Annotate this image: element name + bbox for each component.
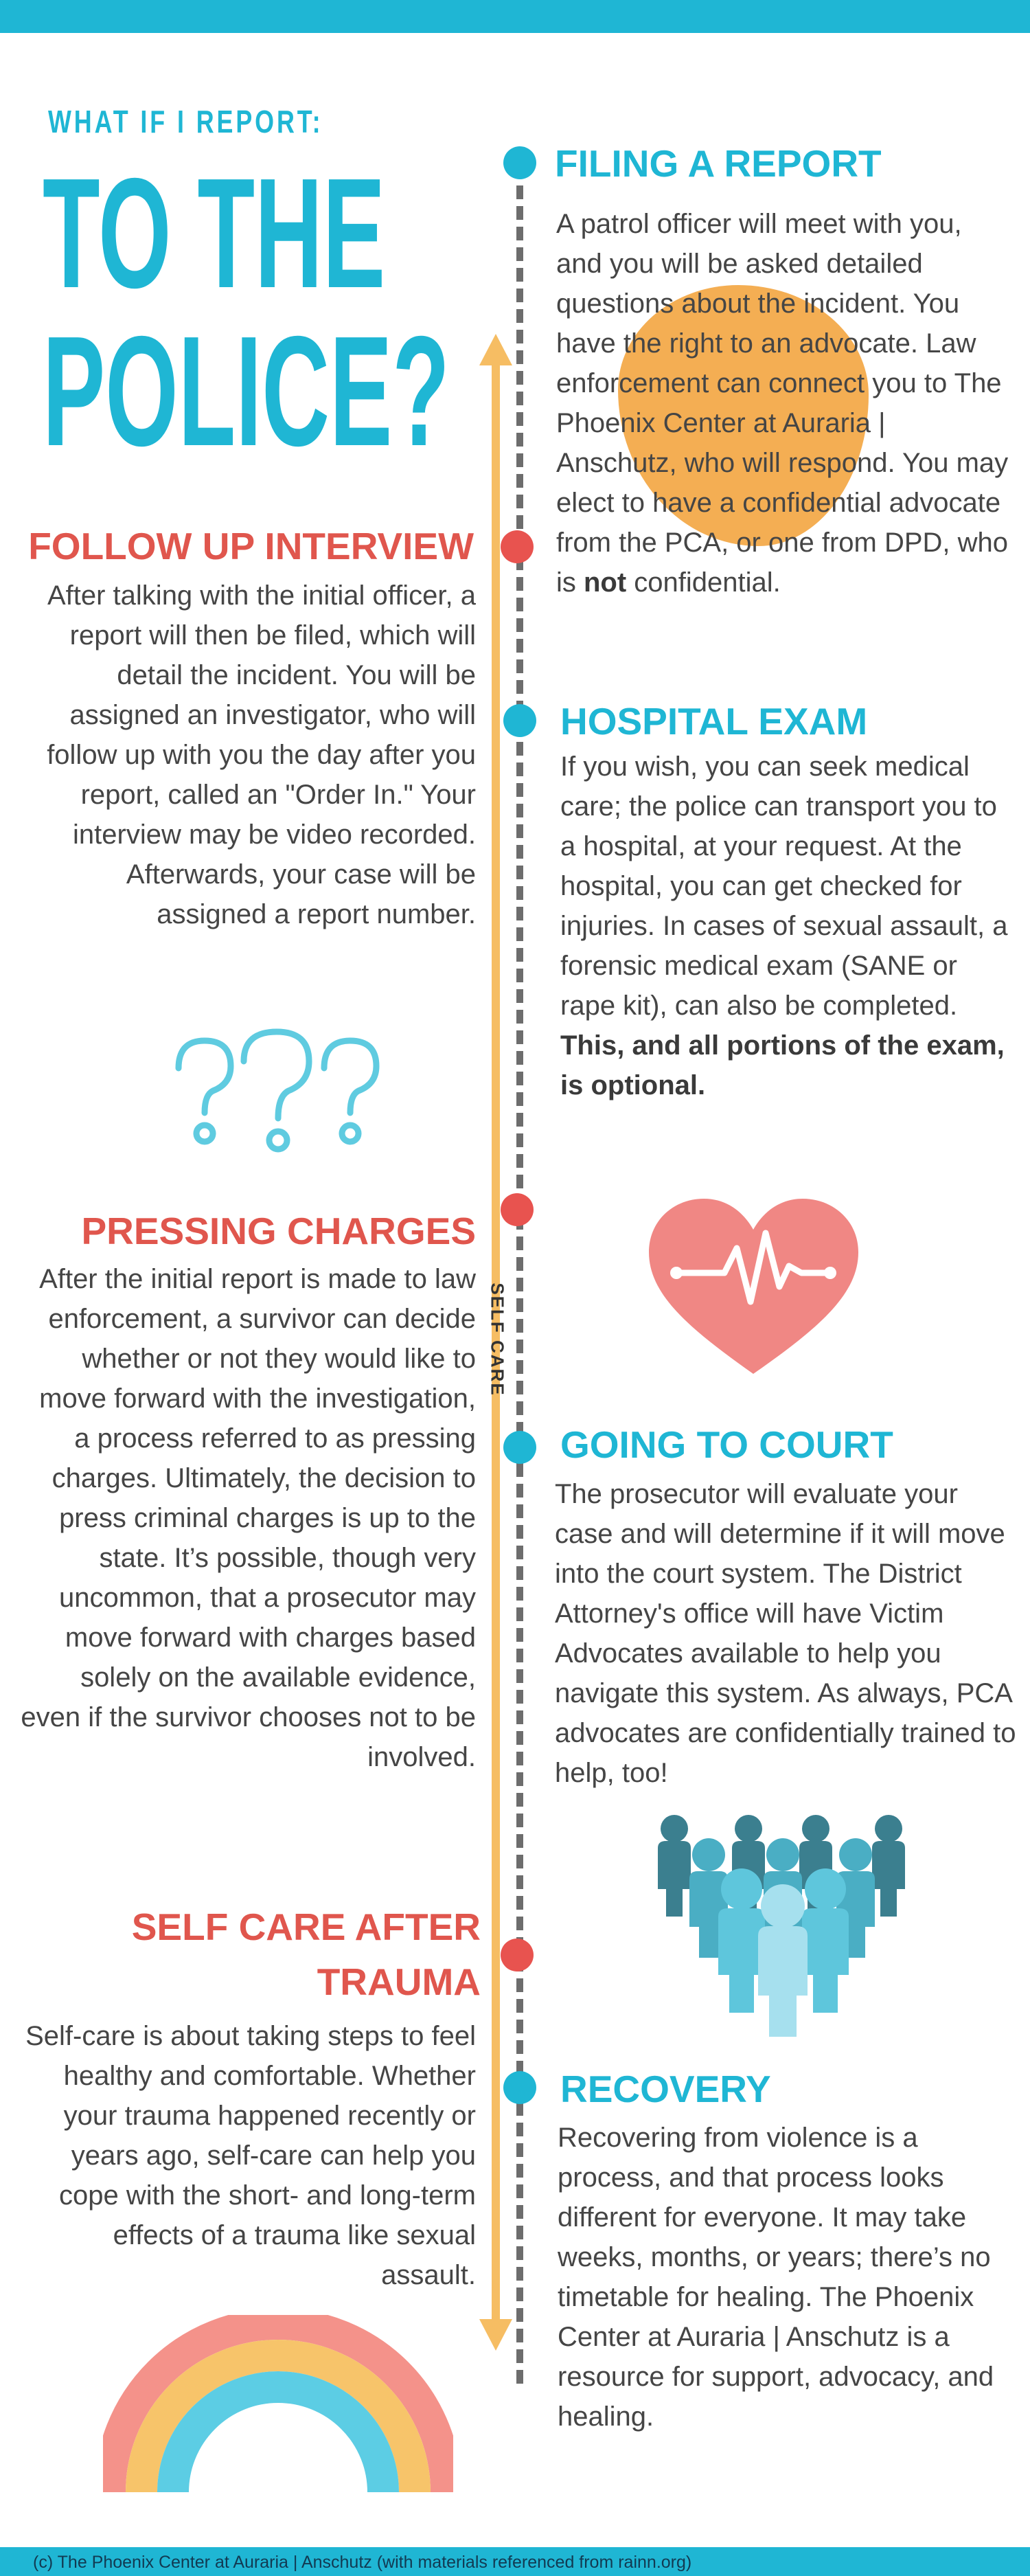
selfcare-text: Self-care is about taking steps to feel healthy and comfortable. Whether your trauma happened recently or years ago, self-care can help you cope with the short- and long-term effects of a trauma like sexual assault.	[25, 2021, 476, 2290]
selfcare-heading-line-1: SELF CARE AFTER	[131, 1906, 481, 1948]
timeline-dot-selfcare	[501, 1939, 534, 1971]
top-banner	[0, 0, 1030, 33]
arrow-up-icon	[479, 334, 512, 365]
timeline-dot-hospital	[503, 704, 536, 737]
heart-pulse-icon	[649, 1199, 858, 1377]
kicker-text: WHAT IF I REPORT:	[48, 104, 323, 139]
timeline-dot-court	[503, 1431, 536, 1464]
timeline-dot-recovery	[503, 2071, 536, 2104]
question-marks-icon	[165, 1024, 391, 1154]
title-line-1: TO THE	[43, 146, 386, 321]
court-text: The prosecutor will evaluate your case and will determine if it will move into the court system. The District Attorney's office will have Victim Advocates available to help you navigate this system. As always, PCA advocates are confidentially trained to help, too!	[555, 1479, 1016, 1788]
recovery-text: Recovering from violence is a process, and that process looks different for everyone. It may take weeks, months, or years; there’s no timetable for healing. The Phoenix Center at Auraria | Anschutz is a resource for support, advocacy, and healing.	[558, 2123, 994, 2432]
arrow-down-icon	[479, 2319, 512, 2351]
filing-heading: FILING A REPORT	[555, 142, 882, 185]
timeline-dot-followup	[501, 530, 534, 563]
followup-heading: FOLLOW UP INTERVIEW	[28, 525, 474, 567]
court-heading: GOING TO COURT	[560, 1423, 893, 1466]
timeline-dot-filing	[503, 146, 536, 179]
selfcare-heading-line-2: TRAUMA	[317, 1961, 481, 2003]
timeline-dot-pressing	[501, 1193, 534, 1226]
hospital-heading: HOSPITAL EXAM	[560, 700, 868, 743]
title-line-2: POLICE?	[43, 304, 450, 479]
timeline-label: SELF CARE	[487, 1283, 508, 1397]
rainbow-icon	[103, 2315, 453, 2500]
hospital-text: If you wish, you can seek medical care; the police can transport you to a hospital, at your request. At the hospital, you can get checked for injuries. In cases of sexual assault, a forensic medical exam (SANE or rape kit), can also be completed. This, and all portions of the exam, is optional.	[560, 752, 1008, 1100]
page-title	[43, 146, 450, 479]
pressing-heading: PRESSING CHARGES	[81, 1210, 476, 1252]
filing-text: A patrol officer will meet with you, and you will be asked detailed questions about the incident. You have the right to an advocate. Law enforcement can connect you to The Phoenix Center at Auraria | Anschutz, who will respond. You may elect to have a confidential advocate from the PCA, or one from DPD, who is not confidential.	[556, 209, 1009, 598]
timeline-dashed-line	[516, 165, 523, 2384]
followup-text: After talking with the initial officer, a report will then be filed, which will detail the incident. You will be assigned an investigator, who will follow up with you the day after you report, called an "Order In." Your interview may be video recorded. Afterwards, your case will be assigned a report number.	[47, 580, 476, 929]
footer-copyright: (c) The Phoenix Center at Auraria | Anschutz (with materials referenced from rainn.org)	[33, 2553, 692, 2572]
people-group-icon	[652, 1814, 913, 2040]
recovery-heading: RECOVERY	[560, 2068, 771, 2110]
pressing-text: After the initial report is made to law enforcement, a survivor can decide whether or not they would like to move forward with the investigation, a process referred to as pressing charges. Ultimately, the decision to press criminal charges is up to the state. It’s possible, though very uncommon, that a prosecutor may move forward with charges based solely on the available evidence, even if the survivor chooses not to be involved.	[21, 1264, 476, 1772]
